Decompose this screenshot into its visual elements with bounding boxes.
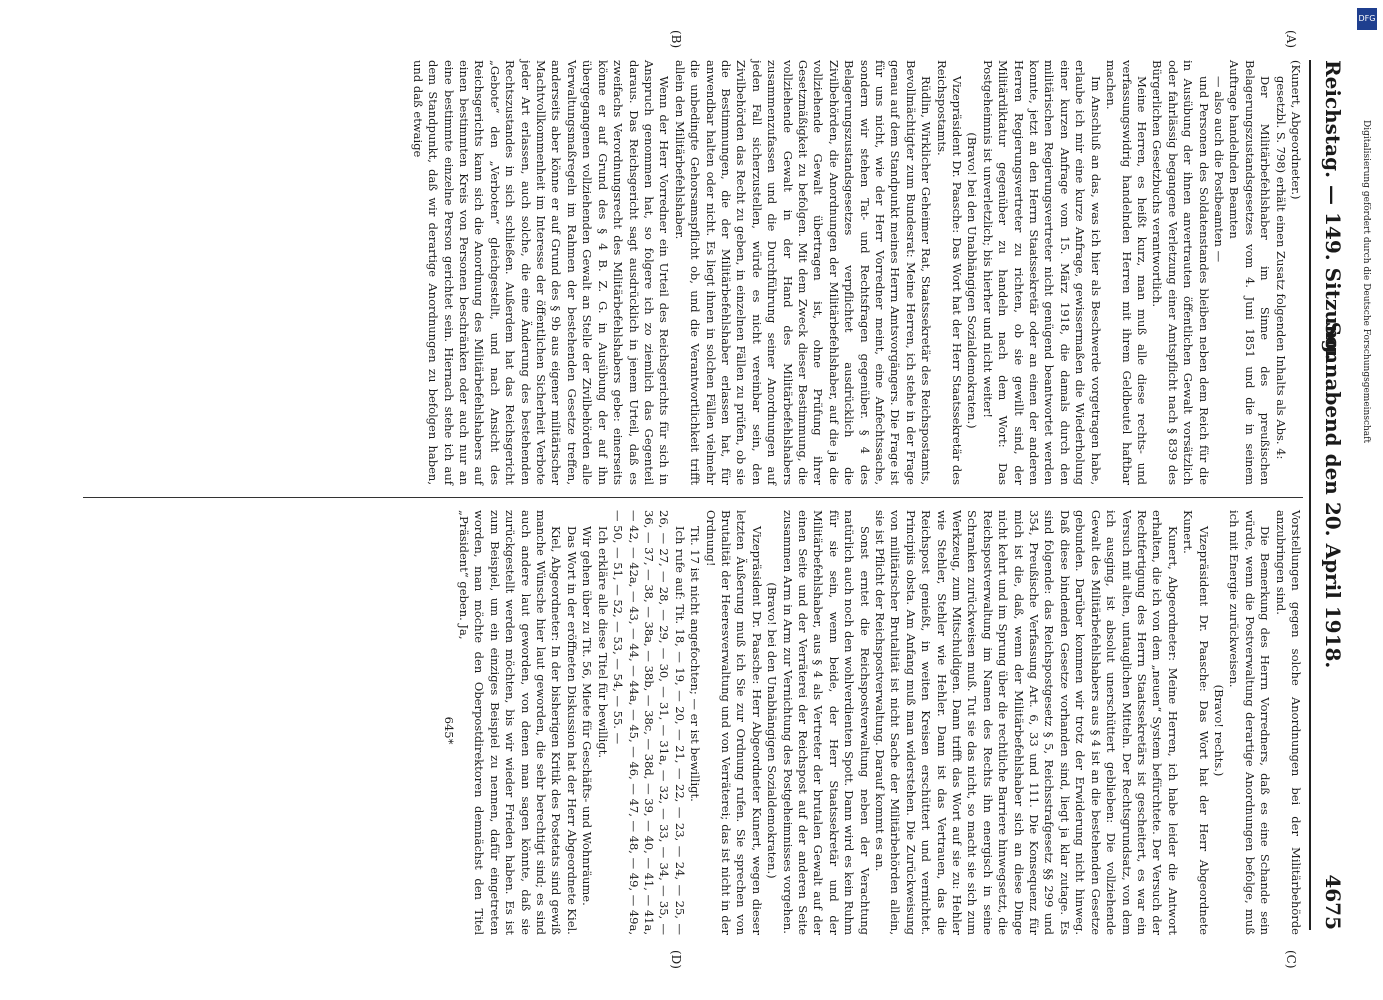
paragraph: 645*	[441, 716, 456, 745]
paragraph: gesetzbl. S. 798) erhält einen Zusatz folgenden Inhalts als Abs. 4:	[1273, 76, 1288, 460]
paragraph: (Kunert, Abgeordneter.)	[1289, 60, 1303, 200]
digitization-credit: Digitalisierung gefördert durch die Deutsche Forschungsgemeinschaft	[1361, 120, 1371, 444]
paragraph: Im Anschluß an das, was ich hier als Beschwerde vorgetragen habe, erlaube ich mir eine kurze Anfrage, gewissermaßen die Wiederholung einer kurzen Anfrage vom 15. März 1918, die damals durch den militärischen Regierungsvertreter nicht genügend beantwortet werden konnte, jetzt an den Herrn Staatssekretär oder an einen der anderen Herren Regierungsvertreter zu richten, ob sie gewillt sind, der Militärdiktatur gegenüber zu handeln nach dem Wort: Das Postgeheimnis ist unverletzlich; bis hierher und nicht weiter!	[980, 60, 1103, 485]
paragraph: Kiel, Abgeordneter: In der bisherigen Kritik des Postetats sind gewiß manche Wünsche hier laut geworden, die sehr berechtigt sind; es sind auch andere laut geworden, von denen man sagen könnte, daß sie zurückgestellt werden möchten, bis wir wieder Frieden haben. Es ist zum Beispiel, um ein einziges Beispiel zu nennen, dafür eingetreten worden, man möchte den Oberpostdirektoren demnächst den Titel „Präsident“ geben. Ja,	[457, 510, 564, 935]
paragraph: Das Wort in der eröffneten Diskussion hat der Herr Abgeordnete Kiel.	[564, 526, 579, 935]
header-date: Sonnabend den 20. April 1918.	[1321, 321, 1345, 669]
header-session: Reichstag. — 149. Sitzung.	[1321, 60, 1345, 361]
header-page-number: 4675	[1321, 874, 1345, 930]
left-text-column	[409, 60, 1303, 485]
paragraph: Vizepräsident Dr. Paasche: Herr Abgeordneter Kunert, wegen dieser letzten Äußerung muß ich Sie zur Ordnung rufen. Sie sprechen von Brutalität der Heeresverwaltung und von Verräterei; das ist nicht in der Ordnung!	[703, 510, 764, 935]
dfg-logo: DFG	[1357, 8, 1377, 30]
paragraph: Kunert, Abgeordneter: Meine Herren, ich habe leider die Antwort erhalten, die ich von dem „neuen“ System befürchtete. Der Versuch der Rechtfertigung des Herrn Staatssekretärs ist gescheitert, es war ein Versuch mit alten, untauglichen Mitteln. Der Rechtsgrundsatz, von dem ich ausging, ist absolut unerschüttert geblieben: Die vollziehende Gewalt des Militärbefehlshabers aus § 4 ist an die bestehenden Gesetze gebunden. Darüber kommen wir trotz der Erwiderung nicht hinweg. Daß diese bindenden Gesetze vorhanden sind, liegt ja klar zutage. Es sind folgende: das Reichspostgesetz § 5, Reichsstrafgesetz §§ 299 und 354, Preußische Verfassung Art. 6, 33 und 111. Die Konsequenz für mich ist die, daß, wenn der Militärbefehlshaber sich an diese Dinge nicht kehrt und im Sprung über die rechtliche Barriere hinwegsetzt, die Reichspostverwaltung im Namen des Rechts ihn energisch in seine Schranken zurückweisen muß. Tut sie das nicht, so macht sie sich zum Werkzeug, zum Mitschuldigen. Dann trifft das Wort auf sie zu: Hehler wie Stehler, Stehler wie Hehler. Dann ist das Vertrauen, das die Reichspost genießt, in weiten Kreisen erschüttert und vernichtet. Principiis obsta. Am Anfang muß man widerstehen. Die Zurückweisung von militärischer Brutalität ist nicht Sache der Militärbehörden allein, sie ist Pflicht der Reichspostverwaltung. Darauf kommt es an.	[873, 510, 1180, 935]
paragraph: (Bravo! rechts.)	[1211, 684, 1226, 777]
paragraph: Ich rufe auf: Tit. 18, — 19, — 20, — 21, — 22, — 23, — 24, — 25, — 26, — 27, — 28, — 29, — 30, — 31, — 31a, — 32, — 33, — 34, — 35, — 36, — 37, — 38, — 38a, — 38b, — 38c, — 38d, — 39, — 40, — 41, — 41a, — 42, — 42a, — 43, — 44, — 44a, — 45, — 46, — 47, — 48, — 49, — 49a, — 50, — 51, — 52, — 53, — 54, — 55. —	[611, 510, 687, 936]
paragraph: Meine Herren, es heißt kurz, man muß alle diese rechts- und verfassungswidrig handelnden Herren mit ihrem Geldbeutel haftbar machen.	[1104, 60, 1149, 485]
header-rule	[1309, 60, 1311, 930]
paragraph: Vizepräsident Dr. Paasche: Das Wort hat der Herr Abgeordnete Kunert.	[1181, 510, 1211, 935]
paragraph: Die Bemerkung des Herrn Vorredners, daß es eine Schande sein würde, wenn die Postverwaltung derartige Anordnungen befolge, muß ich mit Energie zurückweisen.	[1227, 510, 1273, 935]
column-divider	[83, 497, 1303, 498]
paragraph: Der Militärbefehlshaber im Sinne des preußischen Belagerungszustandsgesetzes vom 4. Juni 1851 und die in seinem Auftrage handelnden Beamten	[1227, 60, 1273, 485]
paragraph: Sonst erntet die Reichspostverwaltung neben der Verachtung natürlich auch noch den wohlverdienten Spott. Dann wird es kein Ruhm für sie sein, wenn beide, der Herr Staatssekretär und der Militärbefehlshaber, aus § 4 als Vertreter der brutalen Gewalt auf der einen Seite und der Verräterei der Reichspost auf der anderen Seite zusammen Arm in Arm zur Vernichtung des Postgeheimnisses vorgehen.	[780, 510, 872, 935]
margin-marker-a: (A)	[1284, 30, 1298, 49]
paragraph: — also auch die Postbeamten —	[1211, 76, 1226, 263]
paragraph: Wenn der Herr Vorredner ein Urteil des Reichsgerichts für sich in Anspruch genommen hat, so folgere ich zo ziemlich das Gegenteil daraus. Das Reichsgericht sagt ausdrücklich in jenem Urteil, daß es zweifachs Verordnungsrecht des Militärbefehlshabers gebe: einerseits könne er auf Grund des § 4 B. Z. G. in Ausübung der auf ihn übergegangenen vollziehenden Gewalt an Stelle der Zivilbehörden alle Verwaltungsmaßregeln im Rahmen der bestehenden Gesetze treffen, anderseits aber könne er auf Grund des § 9b aus eigener militärischer Machtvollkommenheit im Interesse der öffentlichen Sicherheit Verbote jeder Art erlassen, auch solche, die eine Änderung des bestehenden Rechtszustandes in sich schließen. Außerdem hat das Reichsgericht „Gebote“ den „Verboten“ gleichgestellt, und nach Ansicht des Reichsgerichts kann sich die Anordnung des Militärbefehlshabers auf einen bestimmten Kreis von Personen beschränken oder auch nur an eine bestimmte einzelne Person gerichtet sein. Hiernach stehe ich auf dem Standpunkt, daß wir derartige Anordnungen zu befolgen haben, und daß etwaige	[410, 60, 672, 485]
margin-marker-c: (C)	[1284, 950, 1298, 969]
paragraph: Vorstellungen gegen solche Anordnungen bei der Militärbehörde anzubringen sind.	[1273, 510, 1303, 935]
paragraph: Tit. 17 ist nicht angefochten; — er ist bewilligt.	[688, 526, 703, 802]
paragraph: Rüdlin, Wirklicher Geheimer Rat, Staatssekretär des Reichspostamts, Bevollmächtigter zum Bundesrat: Meine Herren, ich stehe in der Frage genau auf dem Standpunkt meines Herrn Amtsvorgängers. Die Frage ist für uns nicht, wie der Herr Vorredner meint, eine Anfechtssache, sondern wir stehen Tat- und Rechtsfragen gegenüber. § 4 des Belagerungszustandsgesetzes verpflichtet ausdrücklich die Zivilbehörden, die Anordnungen der Militärbefehlshaber, auf die ja die vollziehende Gewalt übertragen ist, ohne Prüfung ihrer Gesetzmäßigkeit zu befolgen. Mit dem Zweck dieser Bestimmung, die vollziehende Gewalt in der Hand des Militärbefehlshabers zusammenzufassen und die Durchführung seiner Anordnungen auf jeden Fall sicherzustellen, würde es nicht vereinbar sein, den Zivilbehörden das Recht zu geben, in einzelnen Fällen zu prüfen, ob sie die Bestimmungen, die der Militärbefehlshaber erlassen hat, für anwendbar halten oder nicht. Es liegt ihnen in solchen Fällen vielmehr die unbedingte Gehorsamspflicht ob, und die Verantwortlichkeit trifft allein den Militärbefehlshaber.	[672, 60, 934, 485]
paragraph: Wir gehen über zu Tit. 56, Miete für Geschäfts- und Wohnräume.	[580, 526, 595, 906]
right-text-column	[440, 510, 1303, 935]
page-header	[1311, 60, 1345, 930]
paragraph: Vizepräsident Dr. Paasche: Das Wort hat der Herr Staatssekretär des Reichspostamts.	[934, 60, 965, 485]
paragraph: (Bravo! bei den Unabhängigen Sozialdemokraten.)	[965, 132, 980, 429]
margin-marker-d: (D)	[669, 950, 683, 969]
paragraph: und Personen des Soldatenstandes bleiben neben dem Reich für die in Ausübung der ihnen anvertrauten öffentlichen Gewalt vorsätzlich oder fahrlässig begangene Verletzung einer Amtspflicht nach § 839 des Bürgerlichen Gesetzbuchs verantwortlich.	[1150, 60, 1211, 485]
paragraph: (Bravo! bei den Unabhängigen Sozialdemokraten.)	[765, 582, 780, 879]
margin-marker-b: (B)	[669, 30, 683, 49]
paragraph: Ich erkläre alle diese Titel für bewilligt.	[595, 526, 610, 758]
